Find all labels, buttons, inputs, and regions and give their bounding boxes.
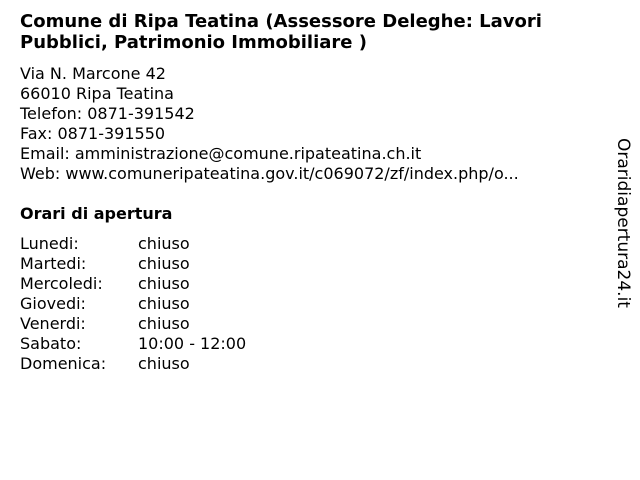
day-label: Domenica: [20,354,107,373]
contact-block [20,64,519,184]
hours-row-thursday [20,294,246,314]
day-hours: chiuso [138,354,190,373]
hours-row-monday [20,234,246,254]
hours-row-friday [20,314,246,334]
hours-row-tuesday [20,254,246,274]
day-label: Mercoledi: [20,274,103,293]
address-city: 66010 Ripa Teatina [20,84,174,103]
hours-row-saturday [20,334,246,354]
day-label: Lunedi: [20,234,79,253]
day-label: Venerdi: [20,314,86,333]
website-link: Web: www.comuneripateatina.gov.it/c069072/zf/index.php/o... [20,164,519,183]
day-label: Giovedi: [20,294,86,313]
day-label: Martedi: [20,254,87,273]
email-address: Email: amministrazione@comune.ripateatina.ch.it [20,144,422,163]
day-hours: chiuso [138,254,190,273]
address-street: Via N. Marcone 42 [20,64,166,83]
day-hours: chiuso [138,274,190,293]
hours-row-wednesday [20,274,246,294]
watermark-text: Oraridiapertura24.it [613,138,633,308]
day-label: Sabato: [20,334,82,353]
hours-row-sunday [20,354,246,374]
phone-number: Telefon: 0871-391542 [20,104,195,123]
day-hours: chiuso [138,314,190,333]
opening-hours-table [20,234,246,374]
page-title: Comune di Ripa Teatina (Assessore Deleghe: Lavori Pubblici, Patrimonio Immobiliare ) [20,11,542,53]
opening-hours-heading: Orari di apertura [20,204,173,223]
day-hours: chiuso [138,294,190,313]
fax-number: Fax: 0871-391550 [20,124,166,143]
site-watermark [611,135,635,311]
day-hours: 10:00 - 12:00 [138,334,247,353]
day-hours: chiuso [138,234,190,253]
